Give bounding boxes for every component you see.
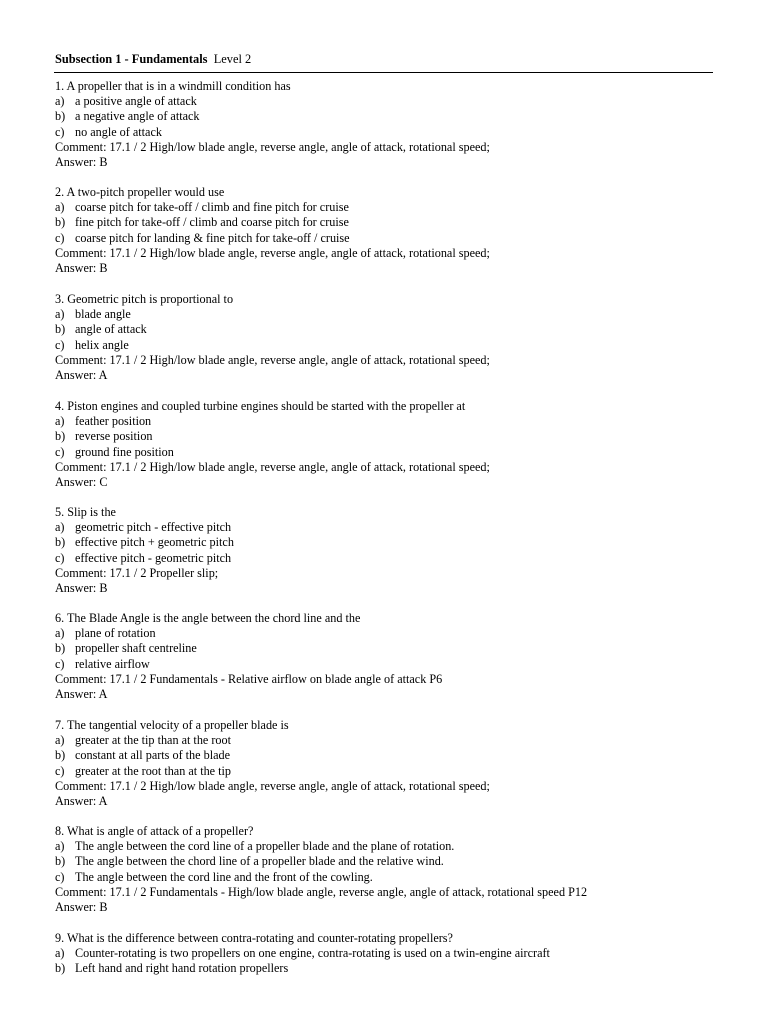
answer-text: Answer: B — [55, 260, 108, 275]
answer-text: Answer: B — [55, 154, 108, 169]
answer-option: c) relative airflow — [55, 656, 150, 671]
answer-option: b) reverse position — [55, 429, 153, 444]
question-block — [55, 185, 735, 276]
answer-option: b) a negative angle of attack — [55, 109, 200, 124]
answer-option: c) no angle of attack — [55, 124, 162, 139]
answer-option: b) propeller shaft centreline — [55, 641, 197, 656]
answer-option: a) greater at the tip than at the root — [55, 733, 232, 748]
question-block — [55, 505, 735, 596]
comment-text: Comment: 17.1 / 2 High/low blade angle, reverse angle, angle of attack, rotational speed; — [55, 245, 490, 260]
answer-option: b) angle of attack — [55, 322, 147, 337]
answer-option: b) constant at all parts of the blade — [55, 748, 230, 763]
comment-text: Comment: 17.1 / 2 Fundamentals - Relative airflow on blade angle of attack P6 — [55, 671, 443, 686]
answer-option: a) The angle between the cord line of a propeller blade and the plane of rotation. — [55, 839, 455, 854]
answer-option: b) Left hand and right hand rotation propellers — [55, 961, 289, 976]
answer-option: c) effective pitch - geometric pitch — [55, 550, 232, 565]
answer-text: Answer: B — [55, 580, 108, 595]
comment-text: Comment: 17.1 / 2 Propeller slip; — [55, 565, 219, 580]
comment-text: Comment: 17.1 / 2 Fundamentals - High/low blade angle, reverse angle, angle of attack, rotational speed P12 — [55, 884, 588, 899]
comment-text: Comment: 17.1 / 2 High/low blade angle, reverse angle, angle of attack, rotational speed; — [55, 139, 490, 154]
answer-option: c) coarse pitch for landing & fine pitch for take-off / cruise — [55, 230, 350, 245]
question-block — [55, 292, 735, 383]
answer-text: Answer: B — [55, 899, 108, 914]
page-header — [55, 51, 251, 67]
answer-text: Answer: A — [55, 367, 108, 382]
answer-option: a) feather position — [55, 414, 152, 429]
answer-text: Answer: A — [55, 793, 108, 808]
answer-text: Answer: C — [55, 474, 108, 489]
answer-option: a) plane of rotation — [55, 626, 156, 641]
answer-option: c) ground fine position — [55, 444, 174, 459]
subsection-title: Subsection 1 - Fundamentals — [55, 52, 208, 66]
question-block — [55, 79, 735, 170]
answer-option: a) Counter-rotating is two propellers on one engine, contra-rotating is used on a twin-engine aircraft — [55, 946, 550, 961]
answer-option: a) coarse pitch for take-off / climb and fine pitch for cruise — [55, 200, 349, 215]
question-text: 6. The Blade Angle is the angle between the chord line and the — [55, 611, 361, 625]
answer-option: b) effective pitch + geometric pitch — [55, 535, 234, 550]
comment-text: Comment: 17.1 / 2 High/low blade angle, reverse angle, angle of attack, rotational speed; — [55, 778, 490, 793]
answer-option: c) greater at the root than at the tip — [55, 763, 232, 778]
answer-option: a) a positive angle of attack — [55, 94, 197, 109]
question-text: 9. What is the difference between contra-rotating and counter-rotating propellers? — [55, 931, 453, 945]
answer-option: a) blade angle — [55, 307, 131, 322]
question-block — [55, 824, 735, 915]
answer-option: b) fine pitch for take-off / climb and coarse pitch for cruise — [55, 215, 349, 230]
question-text: 3. Geometric pitch is proportional to — [55, 292, 234, 306]
answer-option: c) The angle between the cord line and the front of the cowling. — [55, 869, 373, 884]
question-block — [55, 718, 735, 809]
question-block — [55, 611, 735, 702]
answer-text: Answer: A — [55, 686, 108, 701]
question-text: 8. What is angle of attack of a propeller? — [55, 824, 254, 838]
question-block — [55, 399, 735, 490]
question-text: 5. Slip is the — [55, 505, 116, 519]
answer-option: a) geometric pitch - effective pitch — [55, 520, 232, 535]
question-text: 2. A two-pitch propeller would use — [55, 185, 225, 199]
header-divider — [54, 72, 713, 73]
level-label: Level 2 — [213, 52, 252, 66]
answer-option: b) The angle between the chord line of a propeller blade and the relative wind. — [55, 854, 444, 869]
question-block — [55, 931, 735, 977]
question-text: 1. A propeller that is in a windmill condition has — [55, 79, 291, 93]
comment-text: Comment: 17.1 / 2 High/low blade angle, reverse angle, angle of attack, rotational speed; — [55, 352, 490, 367]
comment-text: Comment: 17.1 / 2 High/low blade angle, reverse angle, angle of attack, rotational speed; — [55, 459, 490, 474]
answer-option: c) helix angle — [55, 337, 129, 352]
question-text: 4. Piston engines and coupled turbine engines should be started with the propeller at — [55, 399, 466, 413]
question-text: 7. The tangential velocity of a propeller blade is — [55, 718, 289, 732]
